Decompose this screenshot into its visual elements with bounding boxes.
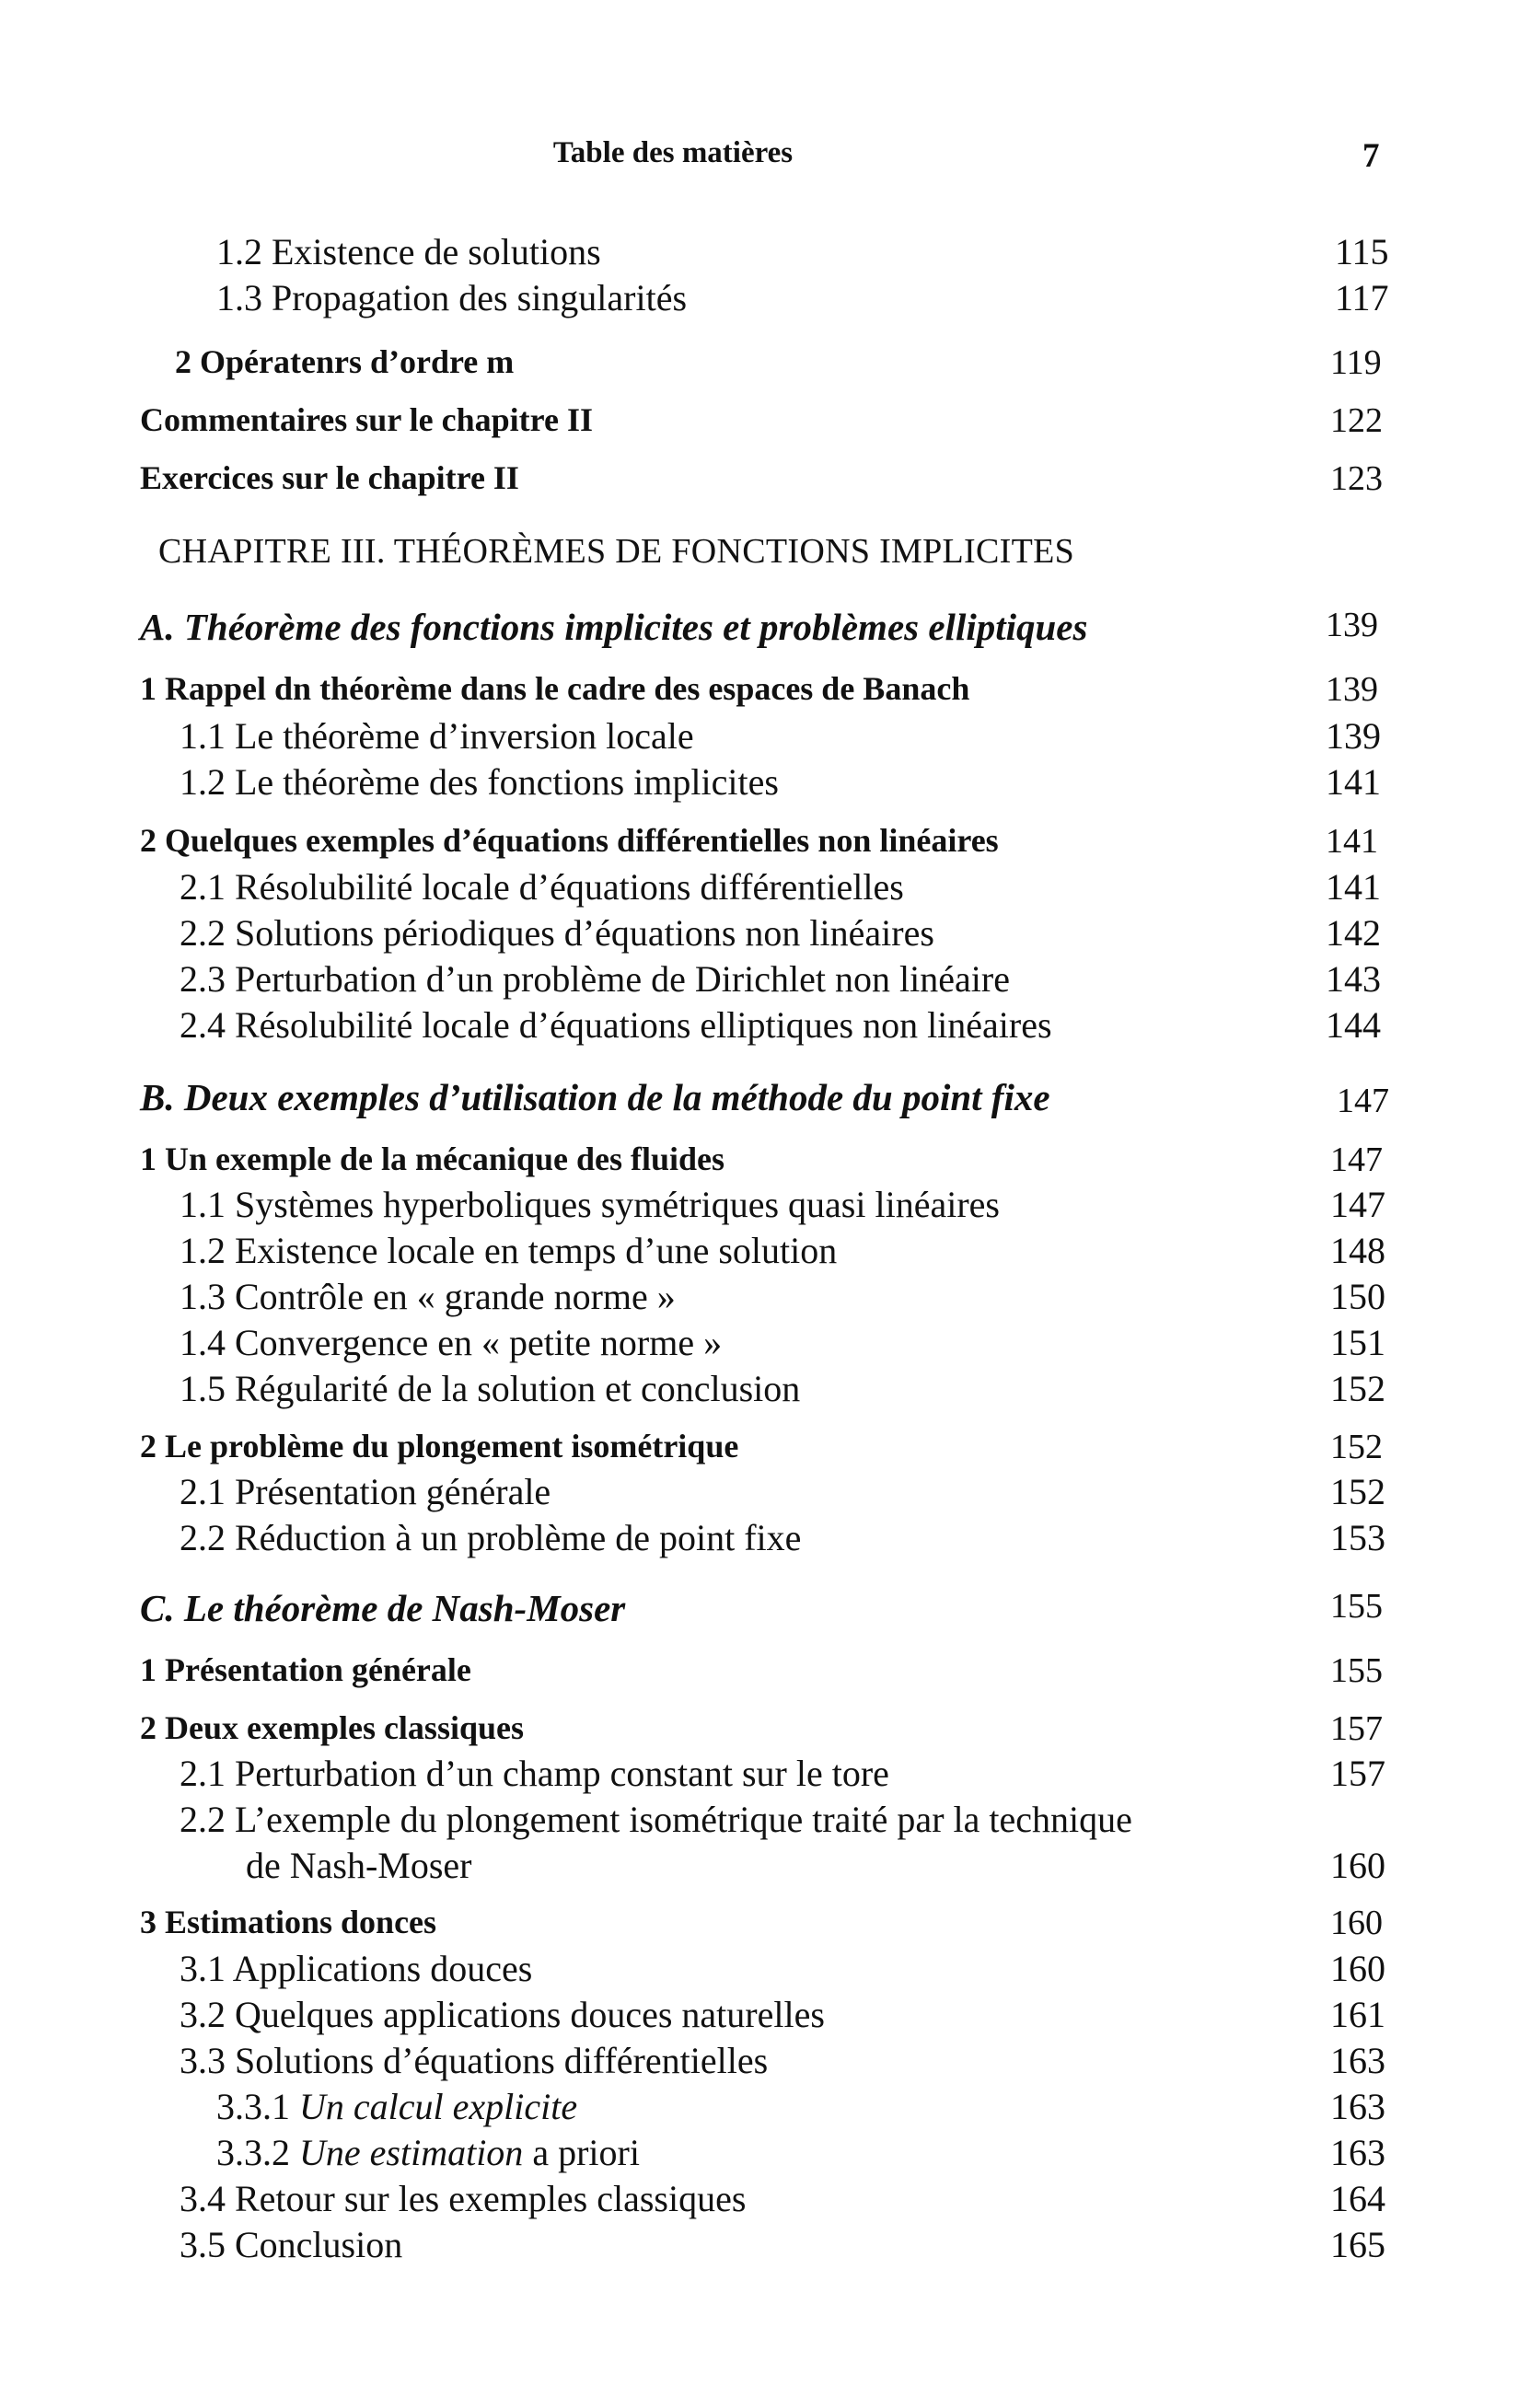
toc-entry-page: 163: [1330, 2086, 1385, 2127]
toc-entry: [0, 1947, 1530, 1991]
toc-entry: [0, 911, 1530, 955]
chapter-heading: [0, 531, 1530, 575]
toc-entry-title: 2.2 Solutions périodiques d’équations non linéaires: [180, 912, 934, 954]
toc-entry-page: 148: [1330, 1230, 1385, 1271]
toc-entry-title: 1.3 Propagation des singularités: [216, 277, 688, 318]
toc-entry: [0, 2131, 1530, 2175]
toc-entry-title: 3.4 Retour sur les exemples classiques: [180, 2178, 747, 2219]
toc-entry-page: 119: [1330, 343, 1382, 382]
toc-entry-title: 1.2 Le théorème des fonctions implicites: [180, 761, 779, 803]
toc-entry-title: 2 Deux exemples classiques: [140, 1709, 524, 1746]
part-title: B. Deux exemples d’utilisation de la méthode du point fixe: [140, 1076, 1050, 1118]
toc-section: [0, 669, 1530, 713]
toc-entry-page: 163: [1330, 2040, 1385, 2081]
toc-entry: [0, 1367, 1530, 1411]
toc-entry-title: 3.1 Applications douces: [180, 1948, 533, 1989]
toc-entry-number: 3.3.2: [216, 2132, 290, 2173]
toc-entry-title: 2.1 Résolubilité locale d’équations différentielles: [180, 866, 904, 908]
toc-entry-page: 153: [1330, 1517, 1385, 1558]
toc-entry-italic: Une estimation: [299, 2132, 524, 2173]
toc-entry-title: 2 Le problème du plongement isométrique: [140, 1428, 739, 1464]
toc-entry: [0, 1798, 1530, 1842]
toc-entry-page: 160: [1330, 1948, 1385, 1989]
toc-entry-title: [216, 2131, 640, 2174]
toc-entry-page: 139: [1326, 670, 1378, 709]
toc-entry-page: 147: [1330, 1184, 1385, 1225]
part-title: A. Théorème des fonctions implicites et problèmes elliptiques: [140, 606, 1088, 648]
toc-entry-title: [216, 2085, 577, 2128]
toc-entry-title: 1.2 Existence de solutions: [216, 231, 601, 272]
toc-entry: [0, 230, 1530, 274]
toc-section: [0, 1650, 1530, 1695]
toc-entry: [0, 276, 1530, 320]
toc-section: [0, 1427, 1530, 1471]
toc-entry-title: 2.1 Perturbation d’un champ constant sur le tore: [180, 1753, 889, 1794]
toc-section: [0, 821, 1530, 865]
toc-entry-page: 142: [1326, 912, 1381, 954]
chapter-title: CHAPITRE III. THÉORÈMES DE FONCTIONS IMPLICITES: [158, 532, 1075, 571]
toc-entry: [0, 714, 1530, 758]
toc-entry-title: 1 Présentation générale: [140, 1651, 471, 1688]
part-heading: [0, 605, 1530, 649]
toc-entry-title: 1.5 Régularité de la solution et conclusion: [180, 1368, 801, 1409]
toc-entry-page: 122: [1330, 401, 1383, 440]
toc-entry-page: 161: [1330, 1994, 1385, 2035]
page-number: 7: [1362, 137, 1380, 175]
toc-entry-page: 160: [1330, 1845, 1385, 1886]
toc-entry-page: 152: [1330, 1368, 1385, 1409]
toc-entry: [0, 1321, 1530, 1365]
toc-entry: [0, 2223, 1530, 2267]
toc-entry-title: 2 Quelques exemples d’équations différentielles non linéaires: [140, 822, 999, 859]
toc-entry-page: 157: [1330, 1753, 1385, 1794]
part-heading: [0, 1586, 1530, 1630]
toc-entry-title: 1.4 Convergence en « petite norme »: [180, 1322, 723, 1363]
toc-entry: [0, 865, 1530, 909]
toc-entry-page: 164: [1330, 2178, 1385, 2219]
part-title: C. Le théorème de Nash-Moser: [140, 1587, 626, 1629]
toc-entry-page: 143: [1326, 958, 1381, 1000]
toc-entry-page: 150: [1330, 1276, 1385, 1317]
toc-entry-page: 155: [1330, 1587, 1383, 1626]
toc-entry-title: Exercices sur le chapitre II: [140, 459, 519, 496]
toc-entry-page: 147: [1337, 1082, 1389, 1120]
toc-entry: [0, 957, 1530, 1001]
toc-entry-page: 141: [1326, 761, 1381, 803]
toc-entry-page: 139: [1326, 606, 1378, 644]
toc-entry: [0, 2085, 1530, 2129]
toc-entry-italic: Un calcul explicite: [299, 2086, 578, 2127]
toc-entry-number: 3.3.1: [216, 2086, 290, 2127]
toc-entry: [0, 1516, 1530, 1560]
toc-entry-title: 3 Estimations donces: [140, 1904, 437, 1940]
toc-entry-title: 2.3 Perturbation d’un problème de Dirichlet non linéaire: [180, 958, 1010, 1000]
toc-entry-page: 157: [1330, 1709, 1383, 1748]
toc-entry: [0, 2039, 1530, 2083]
toc-entry: [0, 1229, 1530, 1273]
toc-entry-title: 2 Opératenrs d’ordre m: [175, 343, 515, 380]
toc-entry-continuation: [0, 1844, 1530, 1888]
toc-entry: [0, 1275, 1530, 1319]
toc-entry-page: 165: [1330, 2224, 1385, 2265]
part-heading: [0, 1075, 1530, 1119]
toc-section: [0, 1140, 1530, 1184]
toc-entry-page: 152: [1330, 1428, 1383, 1466]
toc-entry-title: 3.5 Conclusion: [180, 2224, 403, 2265]
toc-entry: [0, 1183, 1530, 1227]
toc-entry: [0, 1470, 1530, 1514]
toc-entry-page: 151: [1330, 1322, 1385, 1363]
toc-entry-page: 141: [1326, 822, 1378, 861]
toc-entry-page: 141: [1326, 866, 1381, 908]
toc-entry-title: 2.2 L’exemple du plongement isométrique traité par la technique: [180, 1799, 1132, 1840]
toc-entry-title: 1.2 Existence locale en temps d’une solution: [180, 1230, 838, 1271]
toc-entry-title: 1.3 Contrôle en « grande norme »: [180, 1276, 676, 1317]
toc-entry-page: 123: [1330, 459, 1383, 498]
page-header: [0, 136, 1530, 182]
toc-entry: [0, 1752, 1530, 1796]
toc-entry-title: Commentaires sur le chapitre II: [140, 401, 593, 438]
toc-entry: [0, 2177, 1530, 2221]
toc-entry: [0, 1003, 1530, 1048]
toc-entry-title: 2.2 Réduction à un problème de point fixe: [180, 1517, 802, 1558]
toc-section: [0, 1708, 1530, 1753]
toc-section: [0, 1903, 1530, 1947]
toc-entry-title: 3.3 Solutions d’équations différentielles: [180, 2040, 769, 2081]
toc-entry-page: 139: [1326, 715, 1381, 757]
toc-entry: [0, 760, 1530, 805]
toc-entry-page: 147: [1330, 1140, 1383, 1179]
toc-entry-page: 117: [1335, 277, 1389, 318]
toc-entry-title: 1.1 Le théorème d’inversion locale: [180, 715, 694, 757]
toc-entry-title: 1 Rappel dn théorème dans le cadre des espaces de Banach: [140, 670, 970, 707]
toc-entry-page: 144: [1326, 1004, 1381, 1046]
toc-entry-title: 1.1 Systèmes hyperboliques symétriques quasi linéaires: [180, 1184, 1000, 1225]
toc-section: [0, 342, 1530, 387]
running-title: Table des matières: [552, 136, 794, 169]
toc-entry-page: 152: [1330, 1471, 1385, 1512]
toc-section: [0, 458, 1530, 503]
toc-entry-title: 2.4 Résolubilité locale d’équations elliptiques non linéaires: [180, 1004, 1052, 1046]
toc-entry-rest: a priori: [532, 2132, 640, 2173]
toc-entry-page: 160: [1330, 1904, 1383, 1942]
toc-section: [0, 400, 1530, 445]
toc-entry: [0, 1993, 1530, 2037]
toc-entry-title: de Nash-Moser: [246, 1845, 472, 1886]
toc-entry-title: 3.2 Quelques applications douces naturelles: [180, 1994, 825, 2035]
toc-entry-page: 115: [1335, 231, 1389, 272]
toc-entry-title: 2.1 Présentation générale: [180, 1471, 551, 1512]
toc-entry-title: 1 Un exemple de la mécanique des fluides: [140, 1140, 724, 1177]
toc-entry-page: 163: [1330, 2132, 1385, 2173]
toc-entry-page: 155: [1330, 1651, 1383, 1690]
